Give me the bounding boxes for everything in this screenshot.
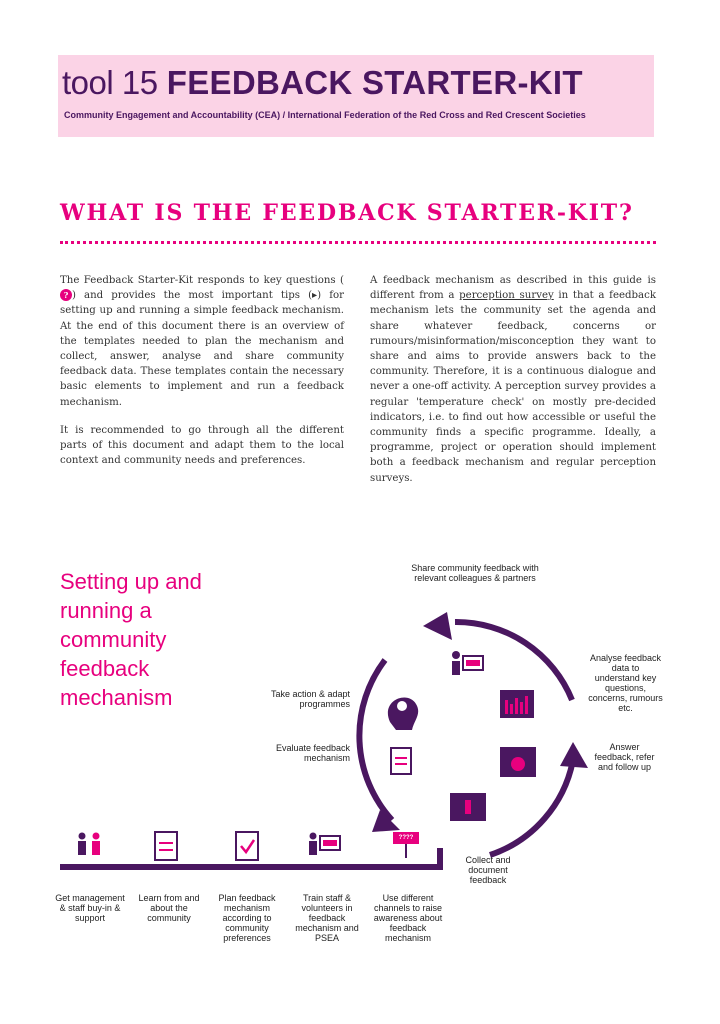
step-label-1: Get management & staff buy-in & support bbox=[55, 893, 125, 923]
perception-survey-link[interactable]: perception survey bbox=[459, 290, 554, 302]
step-label-5: Use different channels to raise awareness about feedback mechanism bbox=[373, 893, 443, 943]
left-paragraph-1: The Feedback Starter-Kit responds to key questions (? ) and provides the most important tips (▸) for setting up and running a simple feedback mechanism. At the end of this document there is an overview of the templates needed to plan the mechanism and collect, answer, analyse and share community feedback data. These templates contain the necessary basic elements to implement and run a feedback mechanism. bbox=[60, 275, 344, 408]
cycle-arc-left bbox=[359, 660, 392, 820]
step-label-4: Train staff & volunteers in feedback mechanism and PSEA bbox=[295, 893, 359, 943]
question-icon: ? bbox=[60, 289, 72, 301]
label-share: Share community feedback with relevant colleagues & partners bbox=[411, 563, 539, 583]
step-people-icon bbox=[78, 833, 100, 856]
folder-check-icon bbox=[500, 747, 536, 777]
folder-alert-icon bbox=[450, 793, 486, 821]
document-title bbox=[62, 63, 583, 103]
label-evaluate: Evaluate feedback mechanism bbox=[275, 743, 350, 763]
tool-number: tool 15 bbox=[62, 64, 158, 101]
step-clipboard-check-icon bbox=[236, 832, 258, 860]
label-analyse: Analyse feedback data to understand key questions, concerns, rumours etc. bbox=[588, 653, 663, 713]
timeline-line bbox=[60, 848, 440, 867]
left-paragraph-2: It is recommended to go through all the different parts of this document and adapt them to the local context and community needs and preferences. bbox=[60, 424, 344, 467]
left-column bbox=[60, 273, 344, 481]
arrowhead-top bbox=[423, 612, 452, 640]
evaluate-clipboard-icon bbox=[391, 748, 411, 774]
document-subtitle: Community Engagement and Accountability (CEA) / International Federation of the Red Cross and Red Crescent Societies bbox=[64, 110, 586, 120]
arrowhead-right bbox=[560, 742, 588, 768]
presenter-icon bbox=[452, 651, 483, 675]
section-heading: WHAT IS THE FEEDBACK STARTER-KIT? bbox=[60, 200, 634, 226]
dotted-divider bbox=[60, 241, 656, 244]
label-take-action: Take action & adapt programmes bbox=[270, 689, 350, 709]
head-gear-icon bbox=[388, 698, 418, 730]
right-column bbox=[370, 273, 656, 499]
kit-title: FEEDBACK STARTER-KIT bbox=[166, 64, 583, 101]
tip-icon: ▸ bbox=[312, 290, 318, 302]
label-collect: Collect and document feedback bbox=[465, 855, 511, 885]
diagram-title: Setting up and running a community feedback mechanism bbox=[60, 569, 202, 710]
label-answer: Answer feedback, refer and follow up bbox=[594, 742, 655, 772]
bar-chart-monitor-icon bbox=[500, 690, 534, 718]
step-clipboard-list-icon bbox=[155, 832, 177, 860]
step-label-2: Learn from and about the community bbox=[138, 893, 200, 923]
step-label-3: Plan feedback mechanism according to community preferences bbox=[218, 893, 276, 943]
sign-text: ???? bbox=[398, 835, 414, 841]
step-trainer-icon bbox=[309, 833, 340, 856]
right-paragraph-1: A feedback mechanism as described in this guide is different from a perception survey in that a feedback mechanism lets the community set the agenda and share whatever feedback, concerns or rumours/misinformation/misconception they want to share and aims to provide answers back to the community. Therefore, it is a continuous dialogue and never a one-off activity. A perception survey provides a regular 'temperature check' on mostly pre-decided indicators, i.e. to find out how accessible or useful the community finds a specific programme. Ideally, a programme, project or operation should implement both a feedback mechanism and regular perception surveys. bbox=[370, 275, 656, 484]
